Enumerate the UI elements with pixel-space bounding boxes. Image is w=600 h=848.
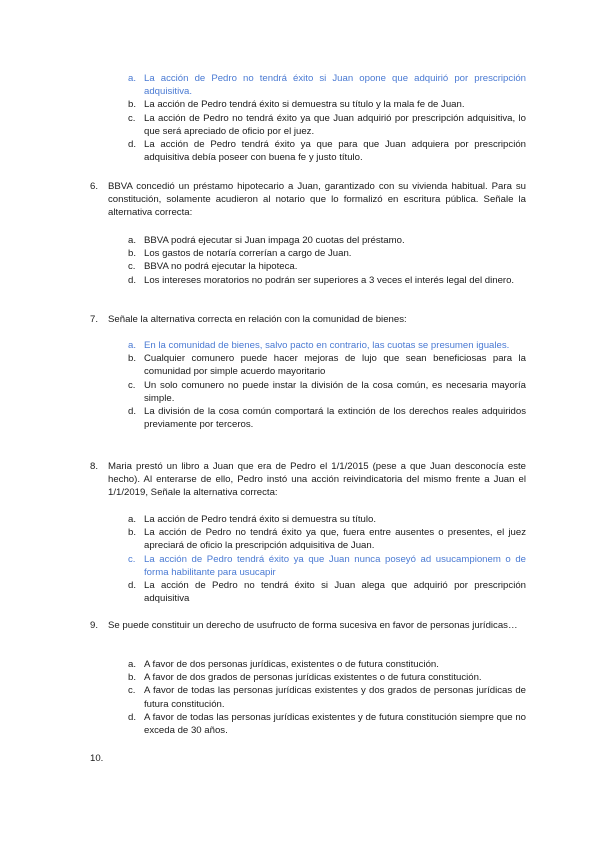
- question-7-options: [124, 339, 526, 431]
- question-text: Se puede constituir un derecho de usufructo de forma sucesiva en favor de personas jurídicas…: [108, 620, 518, 631]
- option-b: b. Cualquier comunero puede hacer mejoras de lujo que sean beneficiosas para la comunidad por simple acuerdo mayoritario: [128, 353, 526, 378]
- question-8-options: [124, 513, 526, 605]
- option-d: d. La acción de Pedro tendrá éxito ya que para que Juan adquiera por prescripción adquisitiva debía poseer con buena fe y justo título.: [128, 139, 526, 164]
- question-9-options: [124, 658, 526, 737]
- option-c: c. A favor de todas las personas jurídicas existentes y dos grados de personas jurídicas de futura constitución.: [128, 685, 526, 710]
- option-d: d. La división de la cosa común comportará la extinción de los derechos reales adquiridos previamente por terceros.: [128, 406, 526, 431]
- question-number: 9.: [90, 620, 99, 631]
- option-c: c. BBVA no podrá ejecutar la hipoteca.: [128, 261, 298, 273]
- option-c: c. La acción de Pedro no tendrá éxito ya que Juan adquirió por prescripción adquisitiva, lo que será apreciado de oficio por el juez.: [128, 112, 526, 137]
- option-c: c. Un solo comunero no puede instar la división de la cosa común, es necesaria mayoría simple.: [128, 379, 526, 404]
- question-7: [90, 313, 526, 326]
- option-b: b. Los gastos de notaría correrían a cargo de Juan.: [128, 248, 352, 260]
- question-8: [90, 460, 526, 500]
- question-text: BBVA concedió un préstamo hipotecario a Juan, garantizado con su vivienda habitual. Para su constitución, solamente acudieron al notario que lo formalizó en escritura pública. Señale la alternativa correcta:: [108, 181, 526, 219]
- option-b: b. La acción de Pedro no tendrá éxito ya que, fuera entre ausentes o presentes, el juez apreciará de oficio la prescripción adquisitiva de Juan.: [128, 527, 526, 552]
- option-a: a. BBVA podrá ejecutar si Juan impaga 20 cuotas del préstamo.: [128, 235, 405, 246]
- option-b: b. A favor de dos grados de personas jurídicas existentes o de futura constitución.: [128, 672, 482, 684]
- question-number: 8.: [90, 461, 99, 472]
- question-number: 6.: [90, 181, 99, 192]
- option-c: c. La acción de Pedro tendrá éxito ya que Juan nunca poseyó ad usucampionem o de forma habilitante para usucapir: [128, 553, 526, 578]
- question-6-options: [124, 234, 526, 287]
- question-number: 7.: [90, 314, 99, 325]
- question-6: [90, 180, 526, 220]
- option-a: a. A favor de dos personas jurídicas, existentes o de futura constitución.: [128, 659, 439, 670]
- question-text: Maria prestó un libro a Juan que era de Pedro el 1/1/2015 (pese a que Juan desconocía este hecho). Al enterarse de ello, Pedro instó una acción reivindicatoria del mismo frente a Juan el 1/1/2019, Señale la alternativa correcta:: [108, 461, 526, 499]
- option-b: b. La acción de Pedro tendrá éxito si demuestra su título y la mala fe de Juan.: [128, 99, 465, 111]
- question-9: [90, 619, 526, 632]
- option-d: d. Los intereses moratorios no podrán ser superiores a 3 veces el interés legal del dinero.: [128, 274, 515, 286]
- question-number: 10.: [90, 753, 104, 764]
- option-a: a. En la comunidad de bienes, salvo pacto en contrario, las cuotas se presumen iguales.: [128, 340, 510, 351]
- option-a: a. La acción de Pedro no tendrá éxito si Juan opone que adquirió por prescripción adquisitiva.: [128, 73, 526, 98]
- prev-question-options: [124, 72, 526, 164]
- option-d: d. A favor de todas las personas jurídicas existentes y de futura constitución siempre que no exceda de 30 años.: [128, 711, 526, 737]
- question-text: Señale la alternativa correcta en relación con la comunidad de bienes:: [108, 314, 407, 325]
- option-a: a. La acción de Pedro tendrá éxito si demuestra su título.: [128, 514, 376, 525]
- option-d: d. La acción de Pedro no tendrá éxito si Juan alega que adquirió por prescripción adquisitiva: [128, 580, 526, 605]
